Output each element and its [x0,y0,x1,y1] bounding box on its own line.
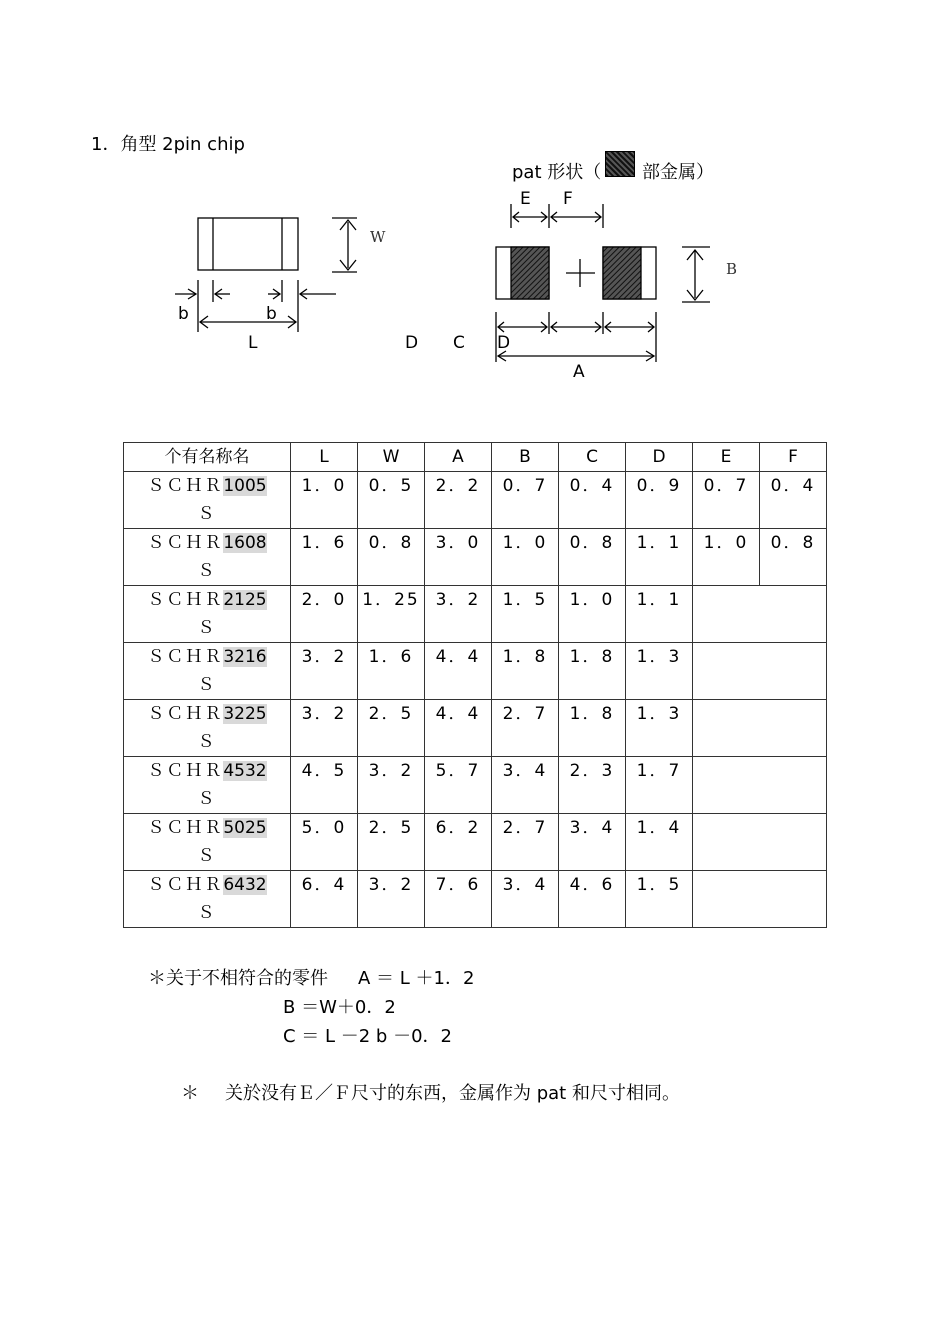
cell-l: 4．5 [291,757,358,814]
cell-l: 2．0 [291,586,358,643]
cell-l: 3．2 [291,643,358,700]
part-name-cell: ＳＣＨＲ2125 Ｓ [124,586,291,643]
part-name-cell: ＳＣＨＲ5025 Ｓ [124,814,291,871]
part-name-cell: ＳＣＨＲ6432 Ｓ [124,871,291,928]
cell-ef-empty [693,814,827,871]
part-name-cell: ＳＣＨＲ1005 Ｓ [124,472,291,529]
cell-d: 1．5 [626,871,693,928]
cell-c: 2．3 [559,757,626,814]
pat-shape-suffix: 部金属） [642,162,714,183]
cell-d: 1．3 [626,643,693,700]
cell-c: 1．8 [559,643,626,700]
cell-a: 3．2 [425,586,492,643]
table-row [124,586,827,643]
dimension-diagram [0,0,950,420]
cell-d: 1．1 [626,586,693,643]
part-name-cell: ＳＣＨＲ3216 Ｓ [124,643,291,700]
cell-ef-empty [693,586,827,643]
note2-star: ＊ [181,1083,199,1104]
cell-c: 0．8 [559,529,626,586]
cell-c: 1．0 [559,586,626,643]
cell-f: 0．4 [760,472,827,529]
note2-text: 关於没有Ｅ／Ｆ尺寸的东西，金属作为 pat 和尺寸相同。 [225,1083,680,1104]
label-d-left: D [405,333,419,353]
cell-a: 5．7 [425,757,492,814]
header-e: E [693,443,760,472]
left-pad-metal [511,247,549,299]
cell-w: 2．5 [358,700,425,757]
right-pad-metal [603,247,641,299]
cell-w: 1．6 [358,643,425,700]
cell-ef-empty [693,871,827,928]
header-b: B [492,443,559,472]
cell-d: 1．1 [626,529,693,586]
cell-b: 3．4 [492,871,559,928]
cell-b: 2．7 [492,814,559,871]
cell-b: 2．7 [492,700,559,757]
cell-w: 3．2 [358,871,425,928]
label-d-right: D [497,333,511,353]
header-l: L [291,443,358,472]
cell-l: 3．2 [291,700,358,757]
label-b-left: b [178,304,189,324]
cell-f: 0．8 [760,529,827,586]
label-f: F [563,189,573,209]
note-intro: ＊关于不相符合的零件 [148,968,328,989]
section-title: 1．角型 2pin chip [91,134,245,155]
cell-l: 6．4 [291,871,358,928]
header-part-name: 个有名称名 [124,443,291,472]
table-row [124,871,827,928]
cell-w: 0．5 [358,472,425,529]
header-d: D [626,443,693,472]
cell-w: 1．25 [358,586,425,643]
cell-b: 1．0 [492,529,559,586]
cell-a: 2．2 [425,472,492,529]
part-name-cell: ＳＣＨＲ4532 Ｓ [124,757,291,814]
table-row [124,643,827,700]
cell-l: 1．6 [291,529,358,586]
cell-c: 3．4 [559,814,626,871]
cell-b: 1．8 [492,643,559,700]
label-a: A [573,362,585,382]
table-row [124,814,827,871]
dimension-table [123,442,827,928]
cell-c: 0．4 [559,472,626,529]
label-c: C [453,333,465,353]
table-header-row [124,443,827,472]
cell-d: 1．4 [626,814,693,871]
cell-d: 1．3 [626,700,693,757]
label-w: W [370,228,386,246]
cell-ef-empty [693,700,827,757]
header-f: F [760,443,827,472]
formula-b: B ＝W＋0．2 [283,997,396,1018]
cell-a: 4．4 [425,700,492,757]
cell-a: 6．2 [425,814,492,871]
cell-w: 3．2 [358,757,425,814]
table-row [124,529,827,586]
cell-a: 3．0 [425,529,492,586]
part-name-cell: ＳＣＨＲ1608 Ｓ [124,529,291,586]
label-b-right: b [266,304,277,324]
cell-e: 1．0 [693,529,760,586]
cell-l: 1．0 [291,472,358,529]
cell-e: 0．7 [693,472,760,529]
table-row [124,472,827,529]
table-row [124,757,827,814]
cell-w: 2．5 [358,814,425,871]
header-a: A [425,443,492,472]
header-w: W [358,443,425,472]
table-row [124,700,827,757]
label-l: L [248,333,258,353]
cell-a: 7．6 [425,871,492,928]
cell-ef-empty [693,643,827,700]
cell-b: 3．4 [492,757,559,814]
cell-b: 1．5 [492,586,559,643]
formula-c: C ＝ L －2 b －0．2 [283,1026,452,1047]
cell-w: 0．8 [358,529,425,586]
formula-a: A ＝ L ＋1．2 [358,968,475,989]
header-c: C [559,443,626,472]
label-b-pad: B [726,260,738,278]
cell-c: 4．6 [559,871,626,928]
cell-c: 1．8 [559,700,626,757]
label-e: E [520,189,531,209]
cell-d: 0．9 [626,472,693,529]
part-name-cell: ＳＣＨＲ3225 Ｓ [124,700,291,757]
cell-l: 5．0 [291,814,358,871]
pat-shape-prefix: pat 形状（ [512,162,602,183]
cell-ef-empty [693,757,827,814]
cell-b: 0．7 [492,472,559,529]
cell-a: 4．4 [425,643,492,700]
cell-d: 1．7 [626,757,693,814]
